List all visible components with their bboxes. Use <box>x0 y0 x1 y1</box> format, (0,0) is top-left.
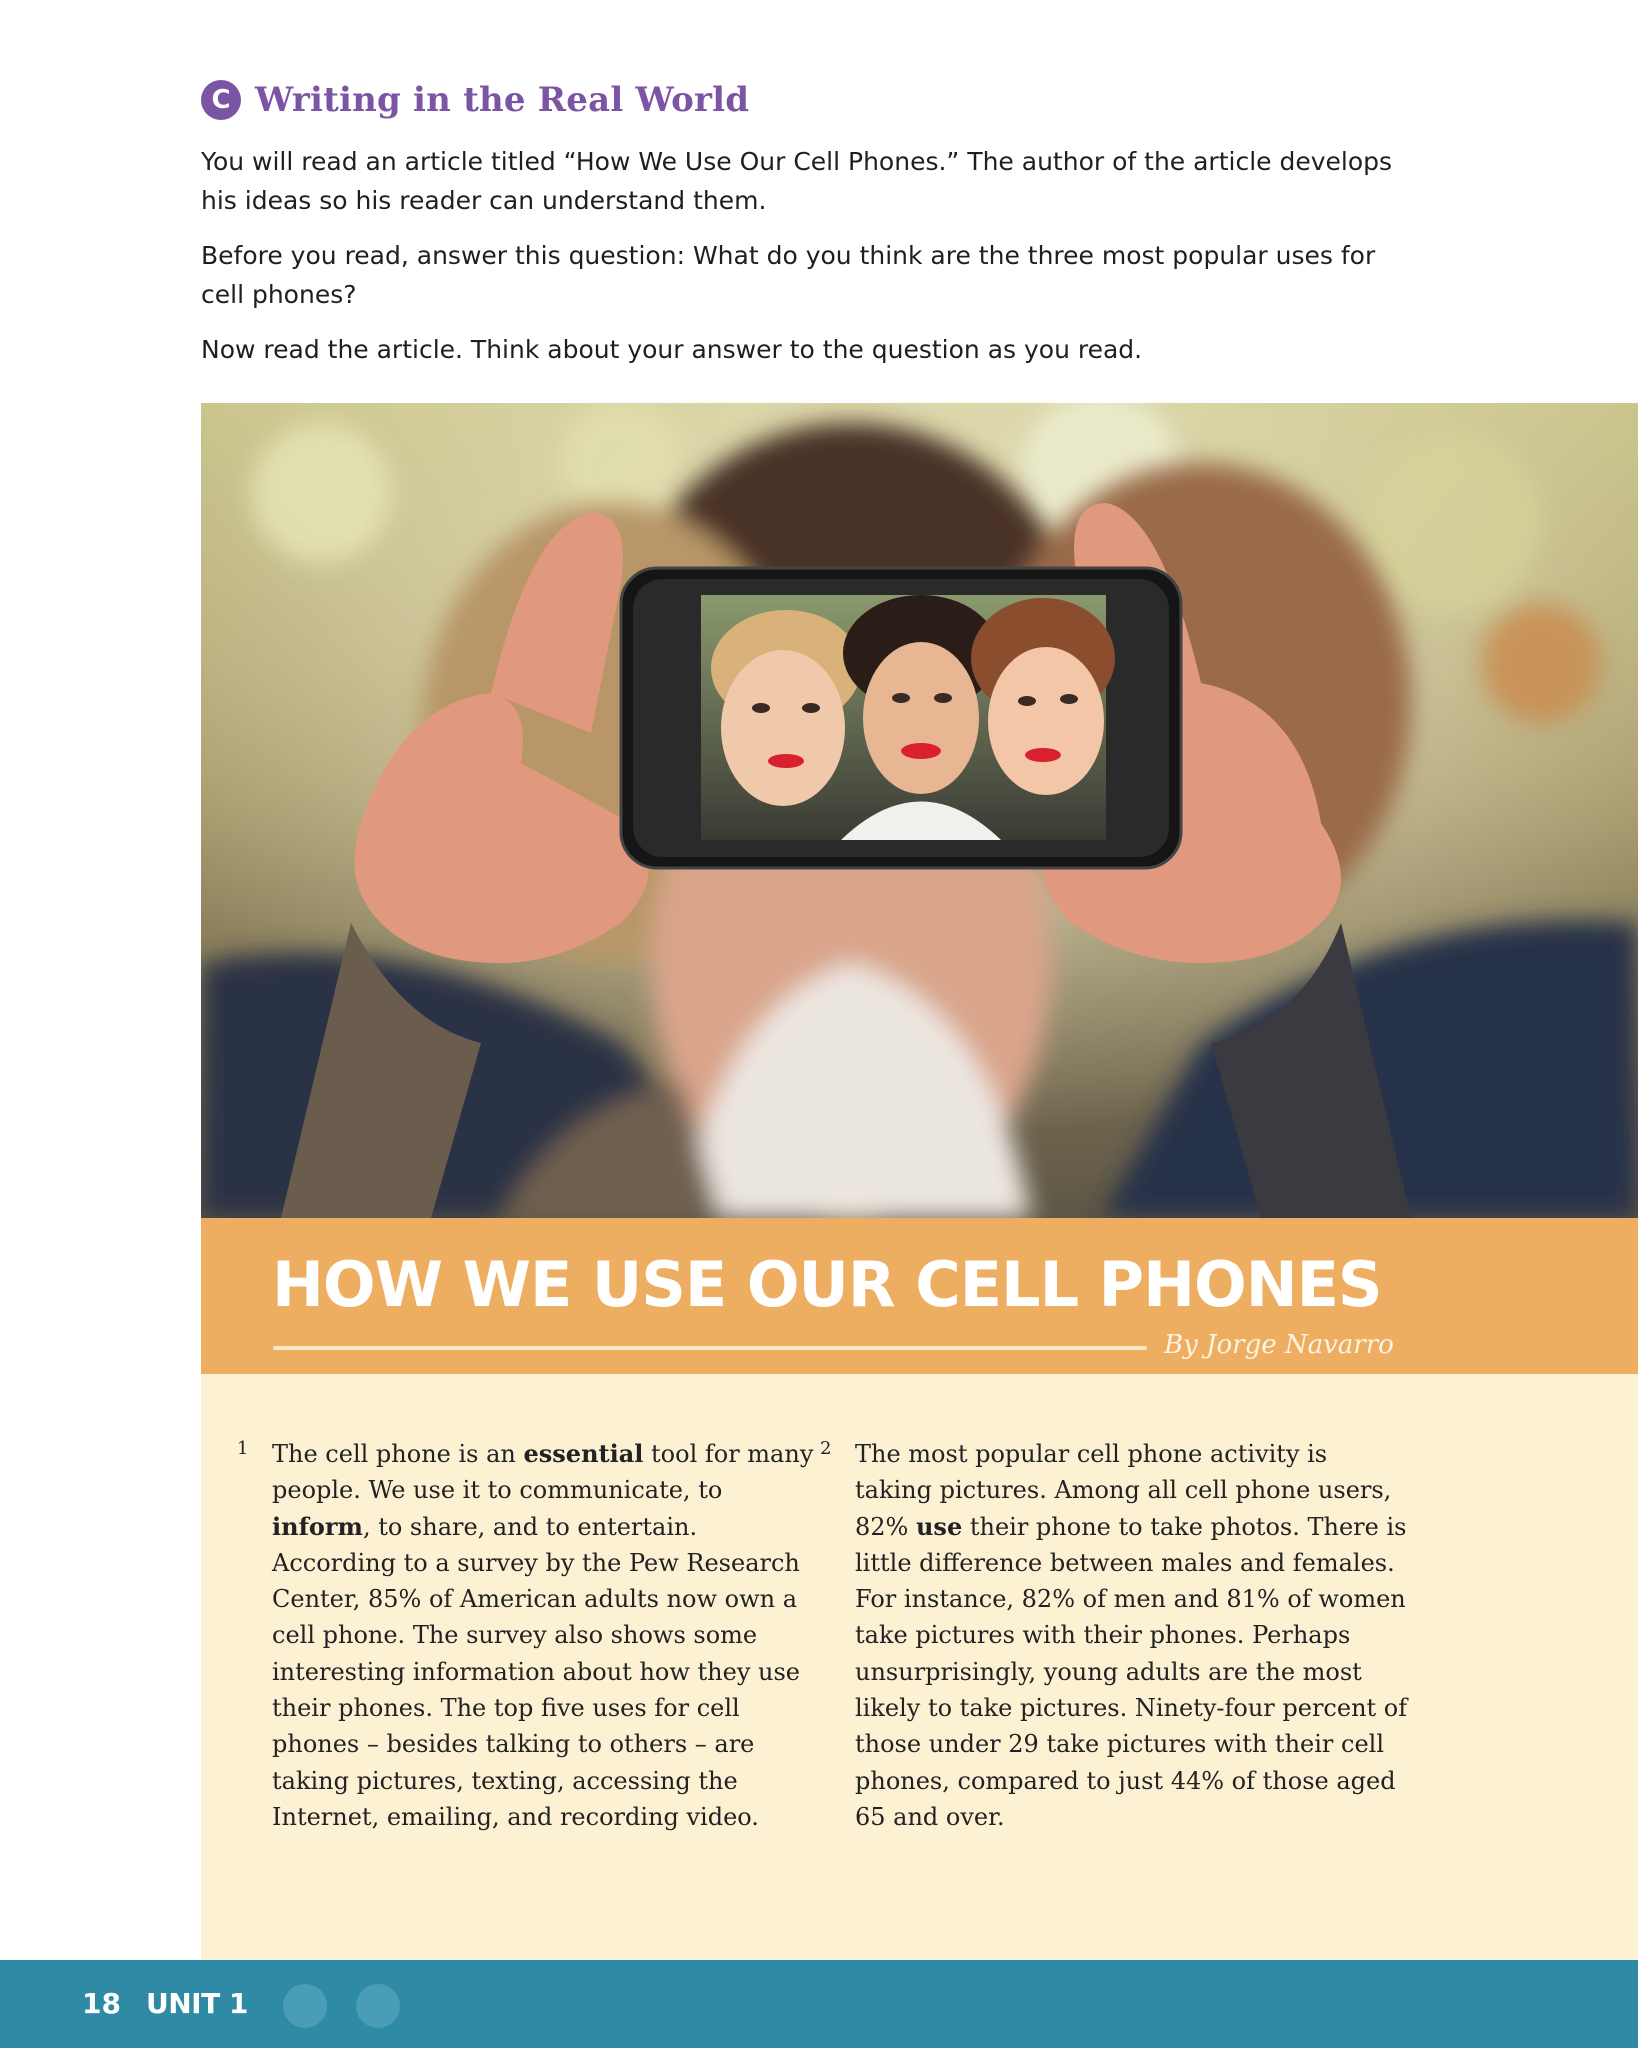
paragraph-text: their phone to take photos. There is little difference between males and females. For instance, 82% of men and 81% of women take pictures with their phones. Perhaps unsurprisingly, young adults are the most likely to take pictures. Ninety-four percent of those under 29 take pictures with their cell phones, compared to just 44% of those aged 65 and over. <box>855 1512 1408 1831</box>
article-title-banner <box>201 1218 1638 1374</box>
article-paragraph-2 <box>855 1436 1410 1835</box>
intro-paragraph-1: You will read an article titled “How We Use Our Cell Phones.” The author of the article develops his ideas so his reader can understand them. <box>201 147 1393 215</box>
paragraph-number-2: 2 <box>820 1438 832 1459</box>
article-paragraph-1 <box>272 1436 827 1835</box>
intro-paragraph-2: Before you read, answer this question: What do you think are the three most popular uses for cell phones? <box>201 241 1376 309</box>
decorative-dot <box>283 1984 327 2028</box>
selfie-illustration <box>201 403 1638 1218</box>
page-footer <box>0 1960 1638 2048</box>
vocabulary-word: essential <box>523 1439 644 1468</box>
paragraph-number-1: 1 <box>237 1438 249 1459</box>
paragraph-text: The most popular cell phone activity is taking pictures. Among all cell phone users, 82% <box>855 1440 1392 1541</box>
section-heading <box>201 80 749 120</box>
article-title: HOW WE USE OUR CELL PHONES <box>272 1248 1382 1321</box>
selfie-photo <box>201 403 1638 1218</box>
intro-text <box>201 142 1401 385</box>
paragraph-text: tool for many people. We use it to communicate, to <box>272 1440 814 1505</box>
intro-paragraph-3: Now read the article. Think about your answer to the question as you read. <box>201 335 1143 364</box>
unit-label: UNIT 1 <box>146 1987 248 2020</box>
paragraph-text: , to share, and to entertain. According to a survey by the Pew Research Center, 85% of American adults now own a cell phone. The survey also shows some interesting information about how they use their phones. The top five uses for cell phones – besides talking to others – are taking pictures, texting, accessing the Internet, emailing, and recording video. <box>272 1512 800 1831</box>
section-letter-badge: C <box>201 80 241 120</box>
paragraph-text: The cell phone is an <box>272 1440 524 1468</box>
vocabulary-word: use <box>915 1511 963 1541</box>
title-divider <box>273 1346 1147 1350</box>
section-title: Writing in the Real World <box>255 80 750 120</box>
article-byline: By Jorge Navarro <box>1164 1330 1394 1360</box>
vocabulary-word: inform <box>272 1511 363 1541</box>
decorative-dot <box>356 1984 400 2028</box>
article-body <box>201 1374 1638 1960</box>
page-number: 18 <box>82 1987 121 2020</box>
